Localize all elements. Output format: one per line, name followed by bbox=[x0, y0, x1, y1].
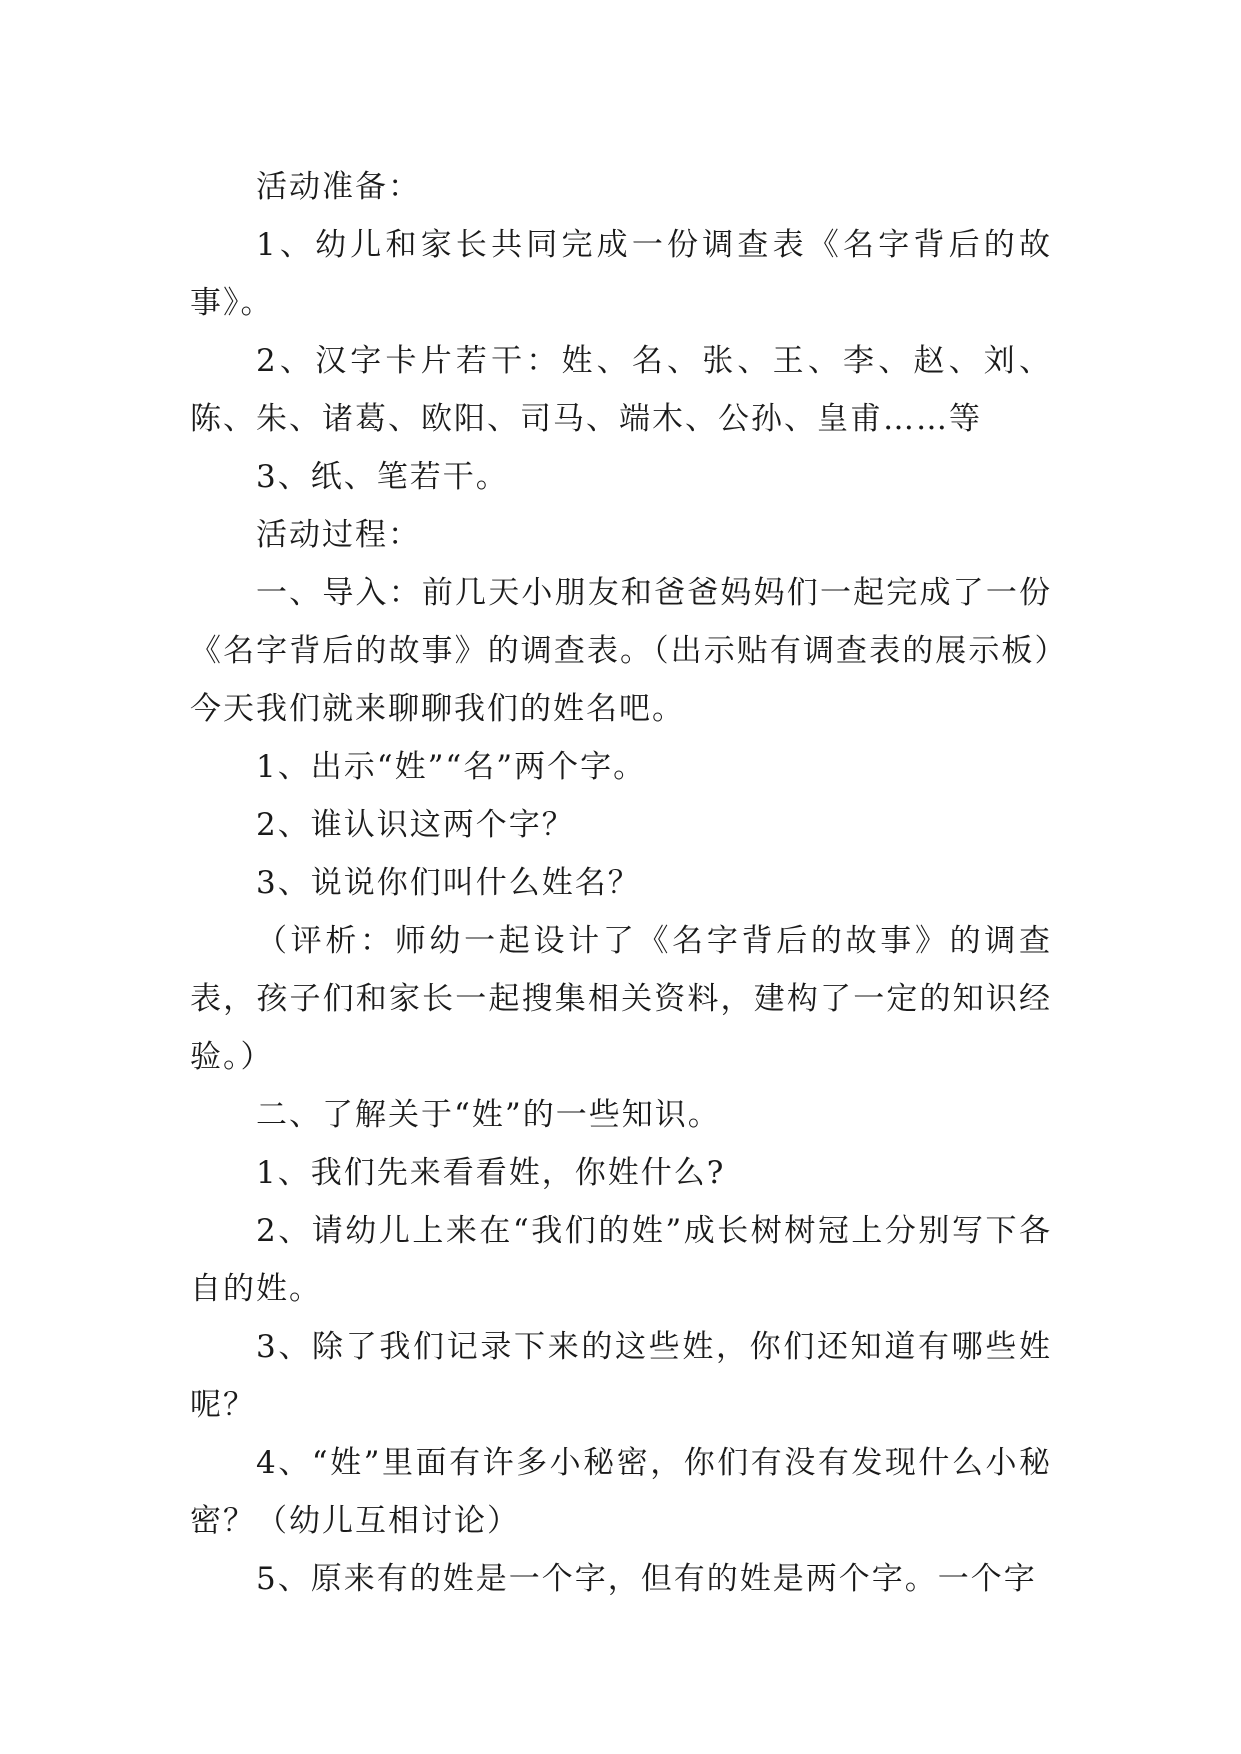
paragraph-surname-5: 5、原来有的姓是一个字，但有的姓是两个字。一个字 bbox=[256, 1561, 1037, 1597]
paragraph-step-3: 3、说说你们叫什么姓名？ bbox=[256, 865, 641, 901]
heading-activity-process: 活动过程： bbox=[256, 517, 421, 553]
paragraph-surname-1: 1、我们先来看看姓，你姓什么? bbox=[256, 1155, 726, 1191]
paragraph-prep-3: 3、纸、笔若干。 bbox=[256, 459, 509, 495]
paragraph-prep-1: 1、幼儿和家长共同完成一份调查表《名字背后的故事》。 bbox=[190, 227, 1052, 321]
heading-surname-knowledge: 二、了解关于“姓”的一些知识。 bbox=[256, 1097, 721, 1133]
paragraph-prep-2: 2、汉字卡片若干：姓、名、张、王、李、赵、刘、陈、朱、诸葛、欧阳、司马、端木、公孙、皇甫……等 bbox=[190, 343, 1052, 437]
paragraph-step-1: 1、出示“姓”“名”两个字。 bbox=[256, 749, 647, 785]
paragraph-surname-4: 4、“姓”里面有许多小秘密，你们有没有发现什么小秘密？（幼儿互相讨论） bbox=[190, 1445, 1052, 1539]
paragraph-intro: 一、导入：前几天小朋友和爸爸妈妈们一起完成了一份《名字背后的故事》的调查表。（出示贴有调查表的展示板）今天我们就来聊聊我们的姓名吧。 bbox=[190, 575, 1052, 727]
paragraph-commentary: （评析：师幼一起设计了《名字背后的故事》的调查表，孩子们和家长一起搜集相关资料，建构了一定的知识经验。） bbox=[190, 923, 1052, 1075]
document-body bbox=[190, 158, 1052, 1608]
paragraph-step-2: 2、谁认识这两个字？ bbox=[256, 807, 575, 843]
paragraph-surname-2: 2、请幼儿上来在“我们的姓”成长树树冠上分别写下各自的姓。 bbox=[190, 1213, 1052, 1307]
heading-activity-preparation: 活动准备： bbox=[256, 169, 421, 205]
paragraph-surname-3: 3、除了我们记录下来的这些姓，你们还知道有哪些姓呢？ bbox=[190, 1329, 1052, 1423]
